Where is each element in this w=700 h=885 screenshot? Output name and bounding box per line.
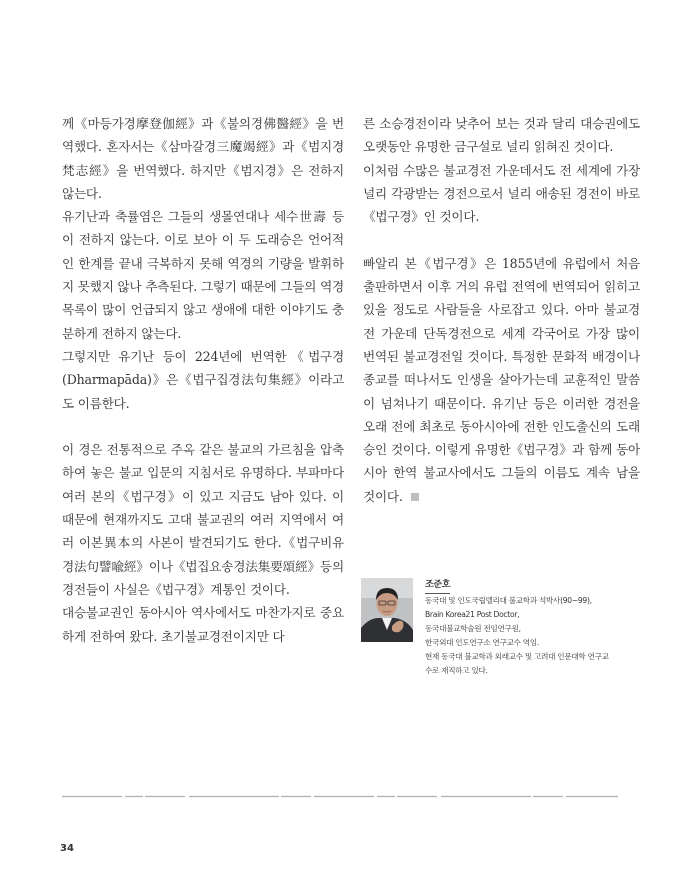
page-number: 34 — [60, 843, 74, 854]
body-text-right-column — [363, 112, 640, 508]
paragraph: 른 소승경전이라 낮추어 보는 것과 달리 대승권에도 오랫동안 유명한 금구설로 널리 읽혀진 것이다. — [363, 116, 640, 155]
body-text-left-column — [62, 112, 344, 648]
author-bio-line: 동국대 및 인도국립델리대 불교학과 석박사(90~99), — [425, 596, 592, 605]
author-bio-line: 동국대불교학술원 전임연구원, — [425, 624, 521, 633]
paragraph: 그렇지만 유기난 등이 224년에 번역한《법구경(Dharmapāda)》은《법구집경法句集經》이라고도 이름한다. — [62, 348, 344, 411]
footer-divider — [62, 795, 618, 798]
paragraph — [363, 252, 640, 508]
paragraph-gap — [62, 415, 344, 438]
paragraph: 이처럼 수많은 불교경전 가운데서도 전 세계에 가장 널리 각광받는 경전으로서 널리 애송된 경전이 바로《법구경》인 것이다. — [363, 162, 640, 225]
author-bio-line: Brain Korea21 Post Doctor, — [425, 610, 520, 619]
paragraph: 유기난과 축률염은 그들의 생몰연대나 세수世壽 등이 전하지 않는다. 이로 보아 이 두 도래승은 언어적인 한계를 끝내 극복하지 못해 역경의 기량을 발휘하지 못했지 않나 추측된다. 그렇기 때문에 그들의 역경 목록이 많이 언급되지 않고 생애에 대한 이야기도 충분하게 전하지 않는다. — [62, 209, 344, 341]
paragraph-gap — [363, 228, 640, 251]
author-photo — [361, 578, 413, 642]
author-bio-line: 수로 재직하고 있다. — [425, 666, 488, 675]
paragraph: 대승불교권인 동아시아 역사에서도 마찬가지로 중요하게 전하여 왔다. 초기불교경전이지만 다 — [62, 605, 344, 644]
author-name: 조준호 — [425, 579, 450, 594]
author-portrait-icon — [361, 578, 413, 642]
paragraph: 께《마등가경摩登伽經》과《불의경佛醫經》을 번역했다. 혼자서는《삼마갈경三魔竭經》과《범지경梵志經》을 번역했다. 하지만《범지경》은 전하지 않는다. — [62, 116, 344, 201]
author-bio-line: 한국외대 인도연구소 연구교수 역임. — [425, 638, 539, 647]
paragraph: 이 경은 전통적으로 주옥 같은 불교의 가르침을 압축하여 놓은 불교 입문의 지침서로 유명하다. 부파마다 여러 본의《법구경》이 있고 지금도 남아 있다. 이 때문에 현재까지도 고대 불교권의 여러 지역에서 여러 이본異本의 사본이 발견되기도 한다.《법구비유경法句譬喩經》이나《법집요송경法集要頌經》등의 경전들이 사실은《법구경》계통인 것이다. — [62, 442, 344, 597]
paragraph-text: 빠알리 본《법구경》은 1855년에 유럽에서 처음 출판하면서 이후 거의 유럽 전역에 번역되어 읽히고 있을 정도로 사람들을 사로잡고 있다. 아마 불교경전 가운데 단독경전으로 세계 각국어로 가장 많이 번역된 불교경전일 것이다. 특정한 문화적 배경이나 종교를 떠나서도 인생을 살아가는데 교훈적인 말씀이 넘쳐나기 때문이다. 유기난 등은 이러한 경전을 오래 전에 최초로 동아시아에 전한 인도출신의 도래승인 것이다. 이렇게 유명한《법구경》과 함께 동아시아 한역 불교사에서도 그들의 이름도 계속 남을 것이다. — [363, 255, 640, 504]
end-of-article-mark — [411, 493, 419, 501]
author-profile — [425, 578, 640, 678]
author-bio-line: 현재 동국대 불교학과 외래교수 및 고려대 인문대학 연구교 — [425, 652, 609, 661]
